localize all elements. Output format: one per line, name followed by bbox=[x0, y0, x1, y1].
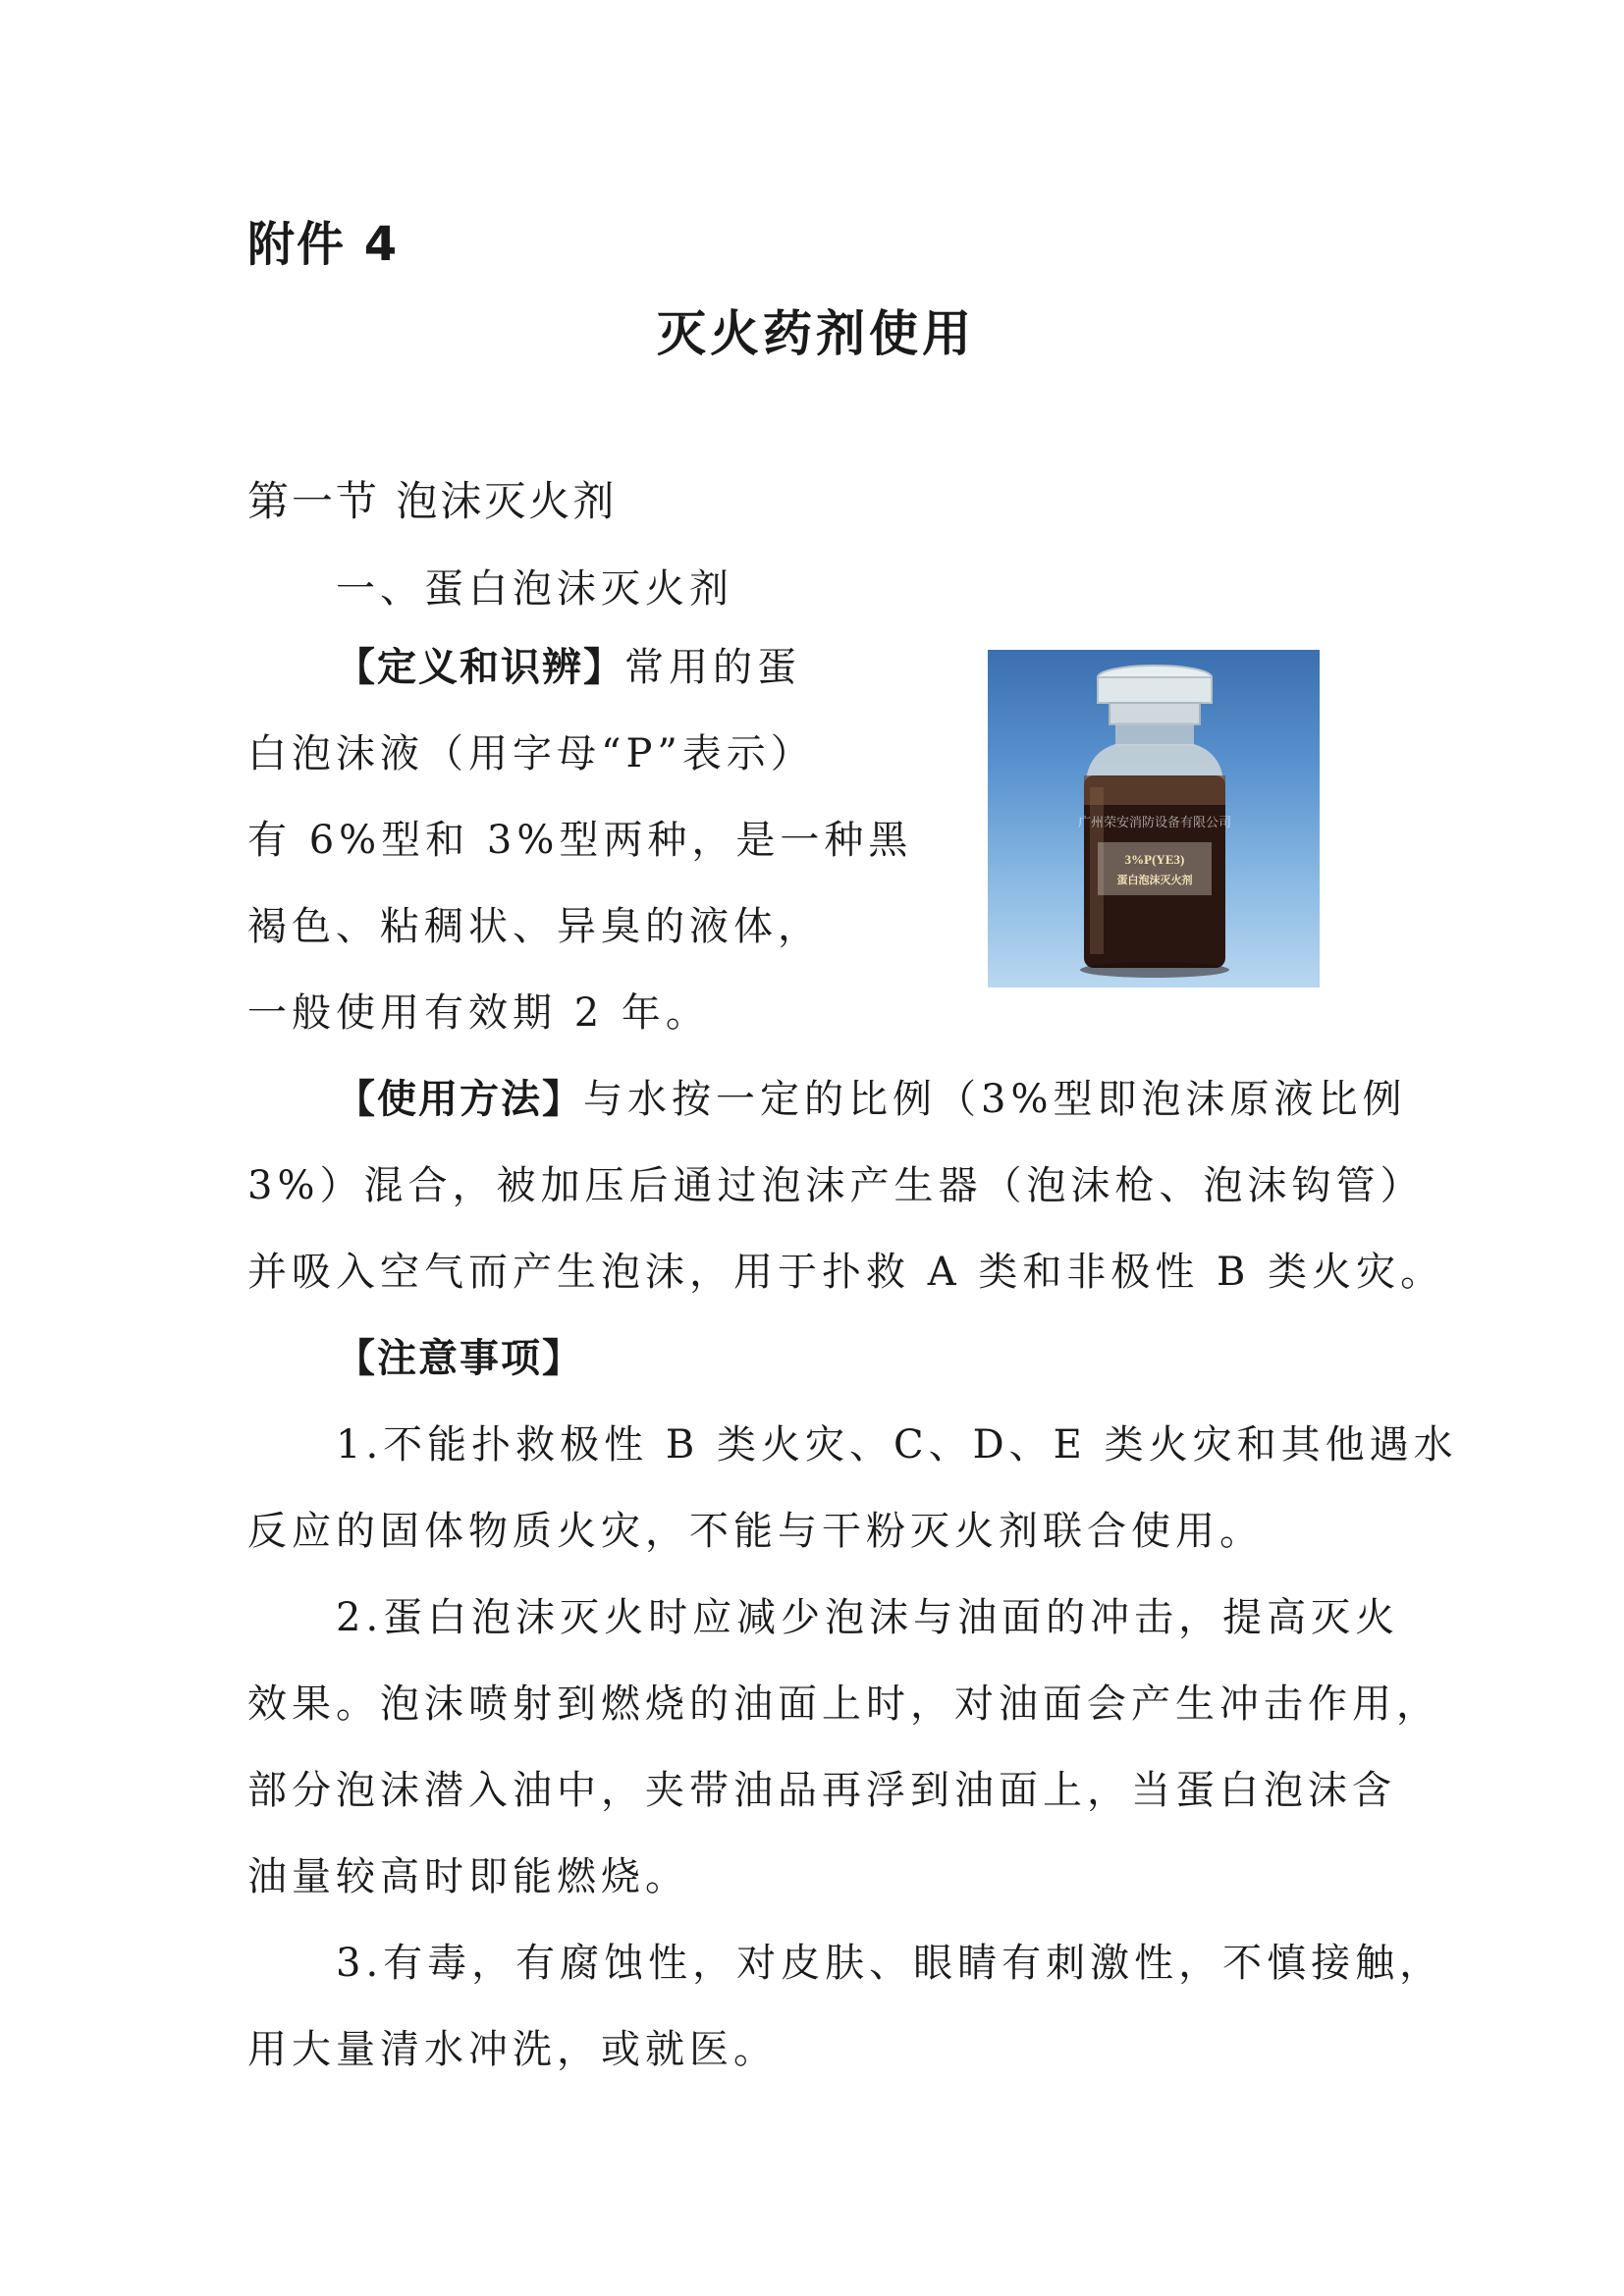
definition-line-3: 有 6%型和 3%型两种，是一种黑 bbox=[247, 818, 913, 863]
note-2-line-2: 效果。泡沫喷射到燃烧的油面上时，对油面会产生冲击作用， bbox=[247, 1682, 1440, 1727]
note-2-line-3: 部分泡沫潜入油中，夹带油品再浮到油面上，当蛋白泡沫含 bbox=[247, 1768, 1396, 1813]
definition-text-1: 常用的蛋 bbox=[624, 645, 801, 690]
bottle-label-line-1: 3%P(YE3) bbox=[1124, 852, 1185, 867]
bottle-illustration bbox=[988, 650, 1320, 988]
notes-label: 【注意事项】 bbox=[336, 1336, 583, 1381]
note-3-line-2: 用大量清水冲洗，或就医。 bbox=[247, 2027, 778, 2072]
usage-line-3: 并吸入空气而产生泡沫，用于扑救 A 类和非极性 B 类火灾。 bbox=[247, 1250, 1445, 1295]
attachment-label: 附件 4 bbox=[247, 217, 400, 272]
usage-text-1: 与水按一定的比例（3%型即泡沫原液比例 bbox=[583, 1077, 1407, 1122]
note-3-line-1: 3.有毒，有腐蚀性，对皮肤、眼睛有刺激性，不慎接触， bbox=[336, 1941, 1444, 1986]
bottle-label-line-2: 蛋白泡沫灭火剂 bbox=[1116, 874, 1193, 886]
definition-label: 【定义和识辨】 bbox=[336, 645, 624, 690]
note-1-line-1: 1.不能扑救极性 B 类火灾、C、D、E 类火灾和其他遇水 bbox=[336, 1422, 1458, 1468]
definition-line-5: 一般使用有效期 2 年。 bbox=[247, 990, 710, 1036]
page-title: 灭火药剂使用 bbox=[657, 305, 975, 362]
definition-line-1 bbox=[336, 624, 801, 711]
note-1-line-2: 反应的固体物质火灾，不能与干粉灭火剂联合使用。 bbox=[247, 1509, 1264, 1554]
usage-label: 【使用方法】 bbox=[336, 1077, 583, 1122]
note-2-line-1: 2.蛋白泡沫灭火时应减少泡沫与油面的冲击，提高灭火 bbox=[336, 1595, 1400, 1640]
definition-line-4: 褐色、粘稠状、异臭的液体， bbox=[247, 904, 822, 949]
product-bottle-image bbox=[988, 650, 1320, 988]
usage-line-1 bbox=[336, 1056, 1406, 1143]
section-heading: 第一节 泡沫灭火剂 bbox=[247, 477, 618, 525]
note-2-line-4: 油量较高时即能燃烧。 bbox=[247, 1854, 689, 1899]
subsection-heading: 一、蛋白泡沫灭火剂 bbox=[336, 566, 733, 612]
image-watermark: 广州荣安消防设备有限公司 bbox=[1077, 816, 1232, 830]
usage-line-2: 3%）混合，被加压后通过泡沫产生器（泡沫枪、泡沫钩管） bbox=[247, 1163, 1425, 1208]
definition-line-2: 白泡沫液（用字母“P”表示） bbox=[247, 731, 815, 776]
